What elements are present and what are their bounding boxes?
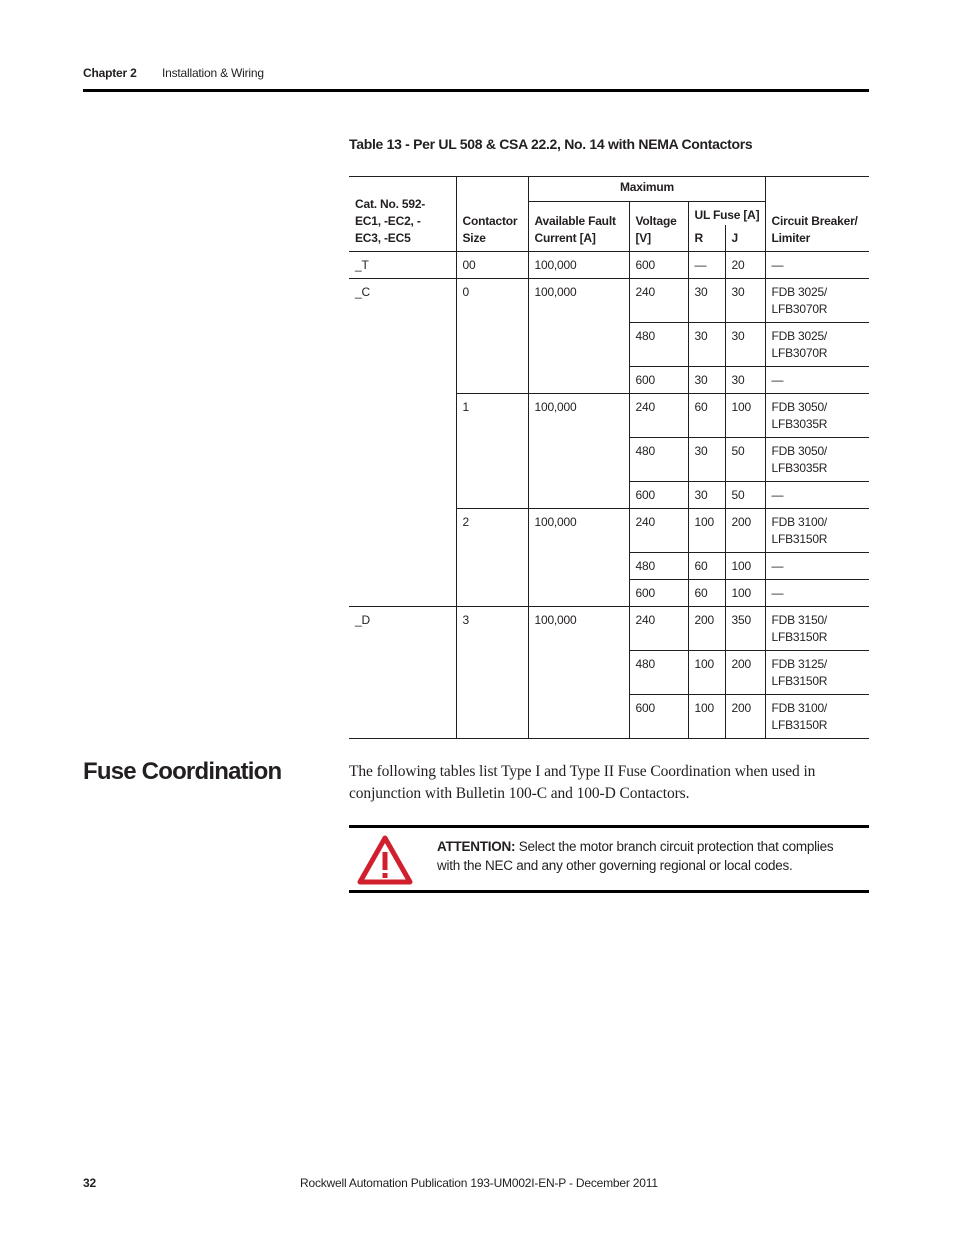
- table-row: [349, 252, 869, 279]
- section-label: Installation & Wiring: [162, 66, 264, 80]
- cell-breaker: FDB 3025/ LFB3070R: [765, 323, 869, 367]
- warning-triangle-icon: [357, 835, 413, 885]
- cell-contactor-size: 1: [456, 394, 528, 509]
- table-row: [349, 279, 869, 323]
- cell-fuse-r: 200: [688, 607, 725, 651]
- attention-box: [349, 825, 869, 893]
- cell-fuse-j: 200: [725, 651, 765, 695]
- cell-fault-current: 100,000: [528, 607, 629, 739]
- cell-contactor-size: 3: [456, 607, 528, 739]
- cell-fuse-r: 100: [688, 695, 725, 739]
- cell-voltage: 480: [629, 553, 688, 580]
- cell-fuse-r: 100: [688, 509, 725, 553]
- cell-breaker: FDB 3100/ LFB3150R: [765, 509, 869, 553]
- table-title: Table 13 - Per UL 508 & CSA 22.2, No. 14 with NEMA Contactors: [349, 136, 753, 152]
- cell-breaker: FDB 3025/ LFB3070R: [765, 279, 869, 323]
- cell-voltage: 600: [629, 695, 688, 739]
- header-cat-no: Cat. No. 592-EC1, -EC2, -EC3, -EC5: [349, 177, 456, 252]
- publication-info: Rockwell Automation Publication 193-UM002I-EN-P - December 2011: [300, 1176, 658, 1190]
- cell-voltage: 480: [629, 323, 688, 367]
- cell-fuse-r: 60: [688, 553, 725, 580]
- cell-breaker: FDB 3150/ LFB3150R: [765, 607, 869, 651]
- cell-fuse-r: 30: [688, 279, 725, 323]
- attention-message: Select the motor branch circuit protection that complies with the NEC and any other governing regional or local codes.: [437, 839, 834, 873]
- cell-breaker: FDB 3050/ LFB3035R: [765, 394, 869, 438]
- page-header: [83, 66, 869, 92]
- cell-cat-no: _D: [349, 607, 456, 739]
- cell-fuse-j: 50: [725, 482, 765, 509]
- cell-fuse-j: 100: [725, 580, 765, 607]
- cell-breaker: FDB 3125/ LFB3150R: [765, 651, 869, 695]
- attention-label: ATTENTION:: [437, 839, 516, 854]
- cell-fuse-r: 30: [688, 367, 725, 394]
- cell-breaker: —: [765, 252, 869, 279]
- cell-fuse-r: —: [688, 252, 725, 279]
- cell-fuse-j: 30: [725, 323, 765, 367]
- header-voltage: Voltage [V]: [629, 202, 688, 252]
- header-fault-current: Available Fault Current [A]: [528, 202, 629, 252]
- table-row: [349, 607, 869, 651]
- cell-breaker: —: [765, 553, 869, 580]
- cell-breaker: —: [765, 580, 869, 607]
- cell-contactor-size: 2: [456, 509, 528, 607]
- cell-fuse-j: 200: [725, 695, 765, 739]
- cell-fuse-r: 30: [688, 482, 725, 509]
- cell-fuse-r: 60: [688, 394, 725, 438]
- header-ul-fuse: UL Fuse [A]: [688, 202, 765, 226]
- cell-cat-no: _T: [349, 252, 456, 279]
- cell-voltage: 240: [629, 607, 688, 651]
- cell-breaker: —: [765, 367, 869, 394]
- cell-fuse-j: 30: [725, 279, 765, 323]
- contactor-spec-table: [349, 176, 869, 739]
- header-maximum: Maximum: [528, 177, 765, 202]
- cell-cat-no: _C: [349, 279, 456, 607]
- cell-voltage: 480: [629, 651, 688, 695]
- cell-voltage: 240: [629, 394, 688, 438]
- cell-voltage: 240: [629, 509, 688, 553]
- cell-fault-current: 100,000: [528, 509, 629, 607]
- cell-contactor-size: 0: [456, 279, 528, 394]
- table-body: [349, 252, 869, 739]
- header-contactor-size: Contactor Size: [456, 177, 528, 252]
- cell-breaker: FDB 3050/ LFB3035R: [765, 438, 869, 482]
- cell-fuse-j: 20: [725, 252, 765, 279]
- cell-breaker: —: [765, 482, 869, 509]
- header-fuse-r: R: [688, 225, 725, 252]
- cell-fuse-r: 100: [688, 651, 725, 695]
- intro-paragraph: The following tables list Type I and Type II Fuse Coordination when used in conjunction with Bulletin 100-C and 100-D Contactors.: [349, 763, 816, 802]
- page-number: 32: [83, 1176, 96, 1190]
- cell-fuse-j: 100: [725, 394, 765, 438]
- cell-fault-current: 100,000: [528, 394, 629, 509]
- header-fuse-j: J: [725, 225, 765, 252]
- cell-voltage: 600: [629, 580, 688, 607]
- cell-fuse-j: 200: [725, 509, 765, 553]
- cell-fuse-r: 30: [688, 438, 725, 482]
- cell-voltage: 240: [629, 279, 688, 323]
- cell-fault-current: 100,000: [528, 279, 629, 394]
- cell-fuse-j: 350: [725, 607, 765, 651]
- cell-voltage: 480: [629, 438, 688, 482]
- header-breaker: Circuit Breaker/ Limiter: [765, 177, 869, 252]
- cell-fuse-j: 30: [725, 367, 765, 394]
- cell-breaker: FDB 3100/ LFB3150R: [765, 695, 869, 739]
- cell-voltage: 600: [629, 367, 688, 394]
- section-heading: Fuse Coordination: [83, 758, 282, 785]
- cell-fuse-j: 50: [725, 438, 765, 482]
- cell-voltage: 600: [629, 482, 688, 509]
- chapter-label: Chapter 2: [83, 66, 137, 80]
- cell-fuse-j: 100: [725, 553, 765, 580]
- cell-fault-current: 100,000: [528, 252, 629, 279]
- cell-voltage: 600: [629, 252, 688, 279]
- cell-contactor-size: 00: [456, 252, 528, 279]
- attention-text: [437, 838, 857, 875]
- cell-fuse-r: 30: [688, 323, 725, 367]
- cell-fuse-r: 60: [688, 580, 725, 607]
